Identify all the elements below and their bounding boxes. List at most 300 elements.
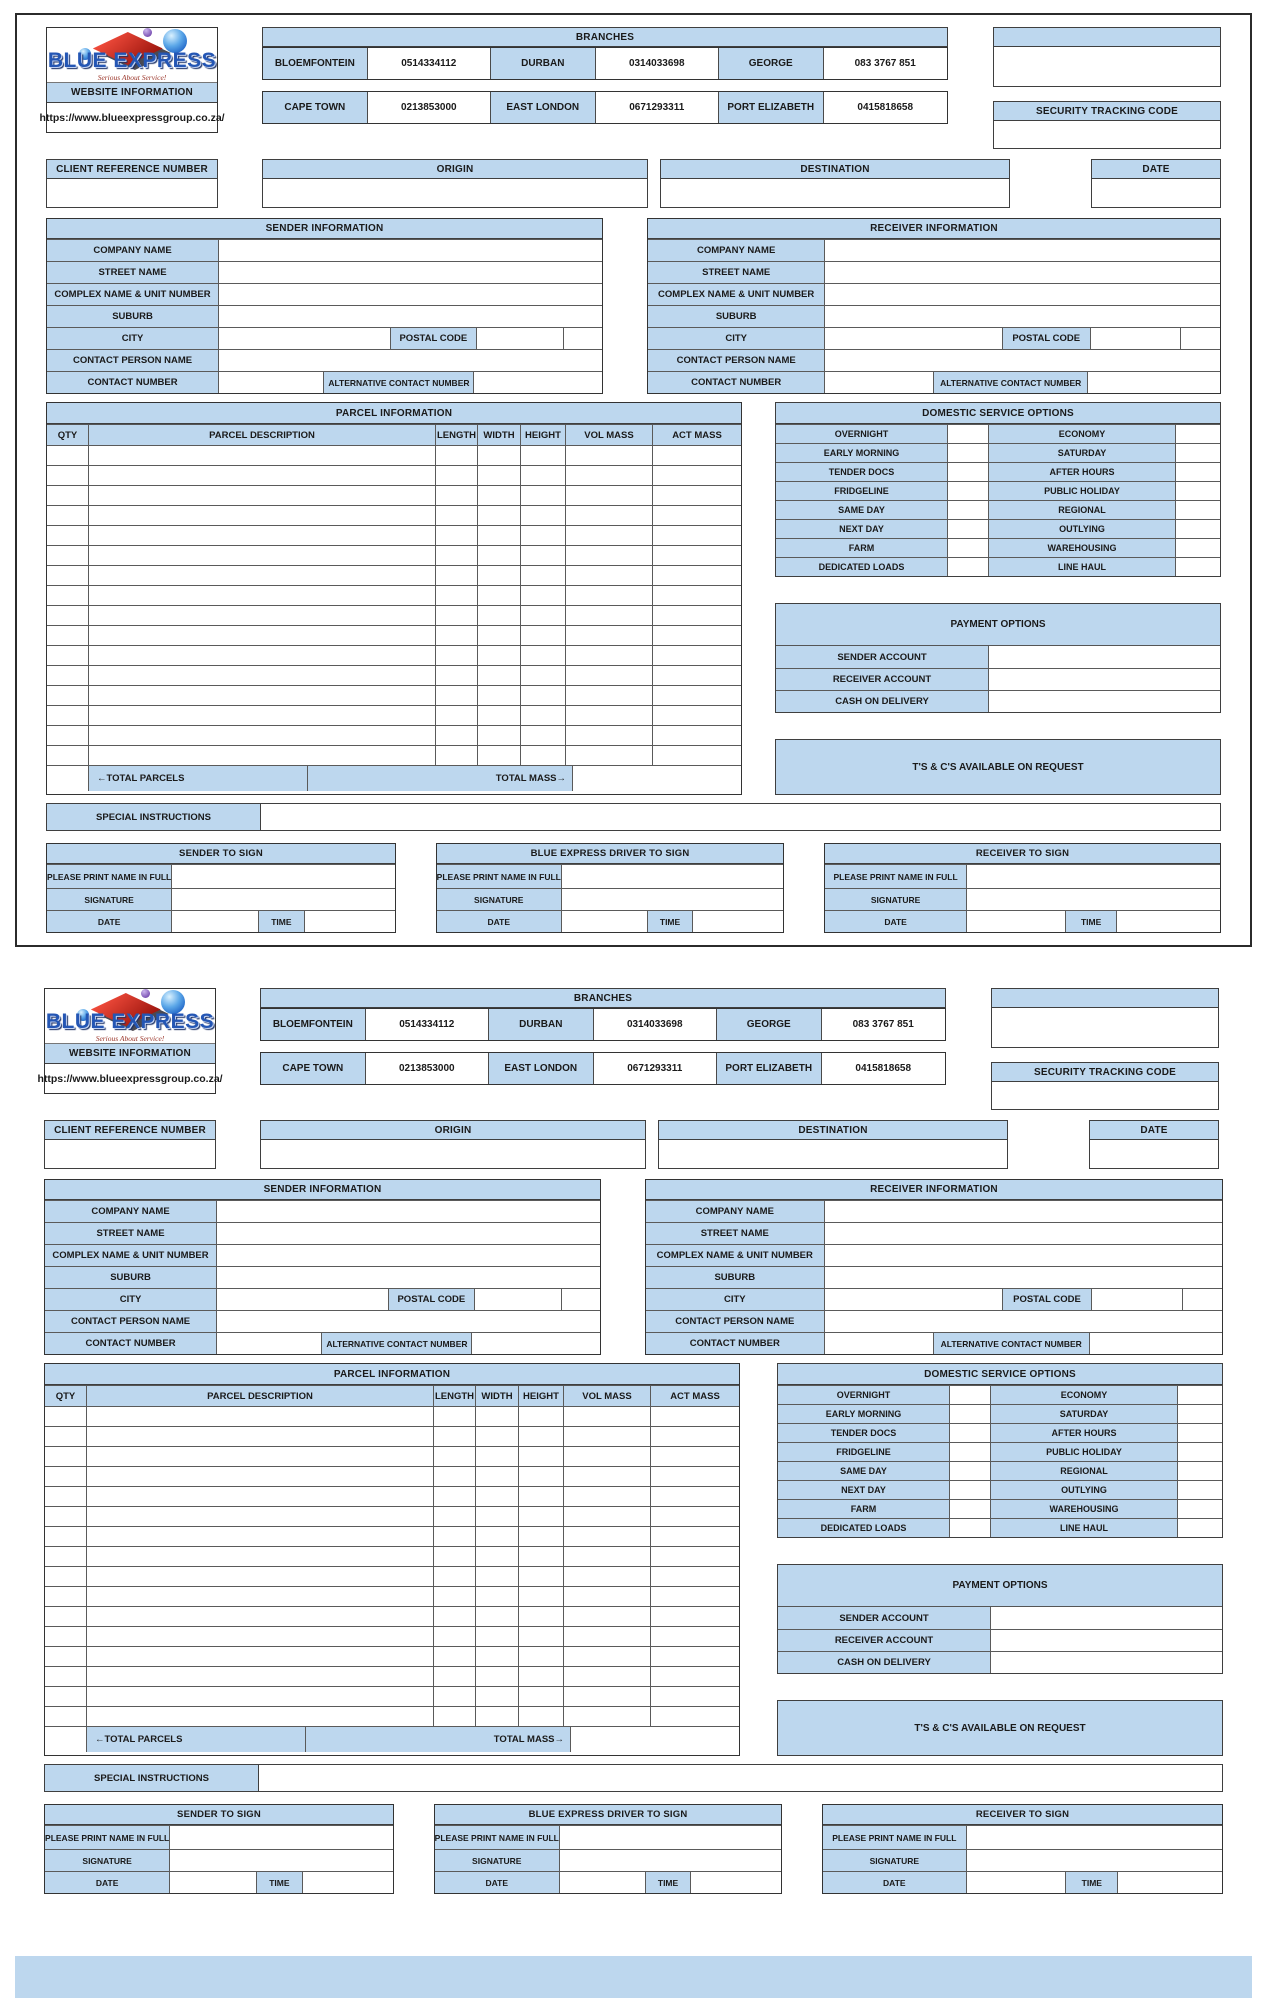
contact-person-input[interactable] bbox=[825, 350, 1220, 371]
parcel-cell[interactable] bbox=[87, 1587, 434, 1606]
total-qty-cell[interactable] bbox=[45, 1727, 87, 1752]
parcel-cell[interactable] bbox=[434, 1447, 476, 1466]
parcel-cell[interactable] bbox=[653, 726, 741, 745]
parcel-cell[interactable] bbox=[653, 566, 741, 585]
parcel-cell[interactable] bbox=[87, 1467, 434, 1486]
parcel-cell[interactable] bbox=[476, 1527, 519, 1546]
service-checkbox[interactable] bbox=[950, 1481, 991, 1499]
parcel-cell[interactable] bbox=[87, 1447, 434, 1466]
postal-end-cell[interactable] bbox=[1181, 328, 1220, 349]
parcel-cell[interactable] bbox=[653, 446, 741, 465]
signature-input[interactable] bbox=[967, 1850, 1222, 1871]
parcel-cell[interactable] bbox=[521, 446, 566, 465]
postal-end-cell[interactable] bbox=[564, 328, 602, 349]
parcel-cell[interactable] bbox=[436, 706, 478, 725]
parcel-cell[interactable] bbox=[434, 1587, 476, 1606]
parcel-cell[interactable] bbox=[478, 546, 521, 565]
parcel-cell[interactable] bbox=[87, 1567, 434, 1586]
parcel-cell[interactable] bbox=[87, 1687, 434, 1706]
service-checkbox[interactable] bbox=[1176, 501, 1220, 519]
service-checkbox[interactable] bbox=[948, 463, 989, 481]
service-checkbox[interactable] bbox=[1178, 1424, 1222, 1442]
parcel-cell[interactable] bbox=[521, 566, 566, 585]
parcel-cell[interactable] bbox=[478, 746, 521, 765]
parcel-cell[interactable] bbox=[566, 486, 653, 505]
contact-person-input[interactable] bbox=[825, 1311, 1222, 1332]
parcel-cell[interactable] bbox=[89, 726, 436, 745]
print-name-input[interactable] bbox=[172, 865, 395, 888]
parcel-cell[interactable] bbox=[564, 1687, 651, 1706]
signature-input[interactable] bbox=[560, 1850, 781, 1871]
parcel-cell[interactable] bbox=[521, 666, 566, 685]
suburb-input[interactable] bbox=[825, 306, 1220, 327]
parcel-cell[interactable] bbox=[519, 1667, 564, 1686]
service-checkbox[interactable] bbox=[1176, 520, 1220, 538]
parcel-cell[interactable] bbox=[47, 706, 89, 725]
parcel-cell[interactable] bbox=[47, 446, 89, 465]
parcel-cell[interactable] bbox=[564, 1647, 651, 1666]
parcel-cell[interactable] bbox=[476, 1567, 519, 1586]
print-name-input[interactable] bbox=[562, 865, 783, 888]
contact-number-input[interactable] bbox=[825, 372, 934, 393]
parcel-cell[interactable] bbox=[478, 626, 521, 645]
parcel-cell[interactable] bbox=[566, 686, 653, 705]
parcel-cell[interactable] bbox=[566, 546, 653, 565]
parcel-cell[interactable] bbox=[478, 526, 521, 545]
service-checkbox[interactable] bbox=[948, 558, 989, 576]
parcel-cell[interactable] bbox=[89, 506, 436, 525]
signature-input[interactable] bbox=[967, 889, 1220, 910]
complex-unit-number-input[interactable] bbox=[825, 284, 1220, 305]
parcel-cell[interactable] bbox=[436, 466, 478, 485]
time-input[interactable] bbox=[303, 1872, 394, 1893]
parcel-cell[interactable] bbox=[45, 1687, 87, 1706]
alternative-contact-input[interactable] bbox=[1088, 372, 1220, 393]
parcel-cell[interactable] bbox=[436, 726, 478, 745]
parcel-cell[interactable] bbox=[476, 1427, 519, 1446]
parcel-cell[interactable] bbox=[436, 646, 478, 665]
service-checkbox[interactable] bbox=[1176, 539, 1220, 557]
website-url[interactable]: https://www.blueexpressgroup.co.za/ bbox=[47, 103, 217, 132]
parcel-cell[interactable] bbox=[478, 706, 521, 725]
parcel-cell[interactable] bbox=[521, 486, 566, 505]
complex-unit-number-input[interactable] bbox=[825, 1245, 1222, 1266]
payment-option-input[interactable] bbox=[991, 1652, 1222, 1673]
parcel-cell[interactable] bbox=[519, 1447, 564, 1466]
service-checkbox[interactable] bbox=[1178, 1405, 1222, 1423]
service-checkbox[interactable] bbox=[948, 482, 989, 500]
parcel-cell[interactable] bbox=[87, 1527, 434, 1546]
parcel-cell[interactable] bbox=[519, 1507, 564, 1526]
parcel-cell[interactable] bbox=[564, 1407, 651, 1426]
parcel-cell[interactable] bbox=[434, 1427, 476, 1446]
signature-input[interactable] bbox=[170, 1850, 393, 1871]
security-tracking-code-input[interactable] bbox=[993, 121, 1221, 149]
suburb-input[interactable] bbox=[217, 1267, 600, 1288]
parcel-cell[interactable] bbox=[89, 546, 436, 565]
parcel-cell[interactable] bbox=[45, 1467, 87, 1486]
parcel-cell[interactable] bbox=[651, 1407, 739, 1426]
parcel-cell[interactable] bbox=[521, 586, 566, 605]
parcel-cell[interactable] bbox=[519, 1687, 564, 1706]
parcel-cell[interactable] bbox=[653, 546, 741, 565]
total-mass-input[interactable] bbox=[571, 1727, 739, 1752]
parcel-cell[interactable] bbox=[45, 1487, 87, 1506]
signature-input[interactable] bbox=[172, 889, 395, 910]
parcel-cell[interactable] bbox=[434, 1507, 476, 1526]
parcel-cell[interactable] bbox=[47, 466, 89, 485]
signature-input[interactable] bbox=[562, 889, 783, 910]
parcel-cell[interactable] bbox=[434, 1547, 476, 1566]
print-name-input[interactable] bbox=[170, 1826, 393, 1849]
parcel-cell[interactable] bbox=[653, 706, 741, 725]
company-name-input[interactable] bbox=[825, 1201, 1222, 1222]
parcel-cell[interactable] bbox=[47, 486, 89, 505]
parcel-cell[interactable] bbox=[478, 726, 521, 745]
parcel-cell[interactable] bbox=[476, 1507, 519, 1526]
parcel-cell[interactable] bbox=[521, 526, 566, 545]
parcel-cell[interactable] bbox=[564, 1667, 651, 1686]
parcel-cell[interactable] bbox=[566, 506, 653, 525]
client-reference-input[interactable] bbox=[46, 179, 218, 208]
parcel-cell[interactable] bbox=[519, 1487, 564, 1506]
parcel-cell[interactable] bbox=[436, 586, 478, 605]
city-input[interactable] bbox=[825, 1289, 1004, 1310]
parcel-cell[interactable] bbox=[476, 1587, 519, 1606]
security-tracking-code-input[interactable] bbox=[991, 1082, 1219, 1110]
service-checkbox[interactable] bbox=[1178, 1386, 1222, 1404]
parcel-cell[interactable] bbox=[436, 546, 478, 565]
parcel-cell[interactable] bbox=[653, 606, 741, 625]
parcel-cell[interactable] bbox=[434, 1467, 476, 1486]
parcel-cell[interactable] bbox=[89, 566, 436, 585]
service-checkbox[interactable] bbox=[950, 1462, 991, 1480]
total-qty-cell[interactable] bbox=[47, 766, 89, 791]
time-input[interactable] bbox=[1117, 911, 1220, 932]
street-name-input[interactable] bbox=[825, 1223, 1222, 1244]
parcel-cell[interactable] bbox=[478, 566, 521, 585]
origin-input[interactable] bbox=[262, 179, 648, 208]
parcel-cell[interactable] bbox=[651, 1507, 739, 1526]
parcel-cell[interactable] bbox=[521, 686, 566, 705]
parcel-cell[interactable] bbox=[521, 626, 566, 645]
parcel-cell[interactable] bbox=[476, 1447, 519, 1466]
time-input[interactable] bbox=[305, 911, 396, 932]
parcel-cell[interactable] bbox=[653, 746, 741, 765]
parcel-cell[interactable] bbox=[89, 626, 436, 645]
alternative-contact-input[interactable] bbox=[1090, 1333, 1223, 1354]
parcel-cell[interactable] bbox=[47, 726, 89, 745]
parcel-cell[interactable] bbox=[47, 566, 89, 585]
parcel-cell[interactable] bbox=[436, 506, 478, 525]
parcel-cell[interactable] bbox=[434, 1487, 476, 1506]
destination-input[interactable] bbox=[658, 1140, 1008, 1169]
parcel-cell[interactable] bbox=[434, 1687, 476, 1706]
time-input[interactable] bbox=[691, 1872, 781, 1893]
parcel-cell[interactable] bbox=[566, 446, 653, 465]
parcel-cell[interactable] bbox=[566, 466, 653, 485]
parcel-cell[interactable] bbox=[566, 706, 653, 725]
postal-code-input[interactable] bbox=[1091, 328, 1181, 349]
date-input[interactable] bbox=[967, 911, 1066, 932]
parcel-cell[interactable] bbox=[45, 1627, 87, 1646]
parcel-cell[interactable] bbox=[564, 1707, 651, 1726]
parcel-cell[interactable] bbox=[519, 1467, 564, 1486]
parcel-cell[interactable] bbox=[436, 486, 478, 505]
street-name-input[interactable] bbox=[825, 262, 1220, 283]
parcel-cell[interactable] bbox=[47, 586, 89, 605]
parcel-cell[interactable] bbox=[434, 1527, 476, 1546]
parcel-cell[interactable] bbox=[478, 506, 521, 525]
parcel-cell[interactable] bbox=[87, 1607, 434, 1626]
street-name-input[interactable] bbox=[217, 1223, 600, 1244]
parcel-cell[interactable] bbox=[651, 1687, 739, 1706]
payment-option-input[interactable] bbox=[989, 669, 1220, 690]
date-input[interactable] bbox=[1089, 1140, 1219, 1169]
city-input[interactable] bbox=[217, 1289, 389, 1310]
parcel-cell[interactable] bbox=[47, 666, 89, 685]
date-input[interactable] bbox=[560, 1872, 647, 1893]
parcel-cell[interactable] bbox=[436, 746, 478, 765]
parcel-cell[interactable] bbox=[476, 1467, 519, 1486]
parcel-cell[interactable] bbox=[521, 646, 566, 665]
special-instructions-input[interactable] bbox=[259, 1764, 1223, 1792]
parcel-cell[interactable] bbox=[564, 1487, 651, 1506]
parcel-cell[interactable] bbox=[87, 1427, 434, 1446]
parcel-cell[interactable] bbox=[564, 1467, 651, 1486]
payment-option-input[interactable] bbox=[989, 691, 1220, 712]
parcel-cell[interactable] bbox=[47, 546, 89, 565]
parcel-cell[interactable] bbox=[566, 526, 653, 545]
parcel-cell[interactable] bbox=[89, 706, 436, 725]
parcel-cell[interactable] bbox=[653, 466, 741, 485]
parcel-cell[interactable] bbox=[434, 1647, 476, 1666]
parcel-cell[interactable] bbox=[434, 1707, 476, 1726]
parcel-cell[interactable] bbox=[89, 646, 436, 665]
parcel-cell[interactable] bbox=[478, 686, 521, 705]
payment-option-input[interactable] bbox=[991, 1630, 1222, 1651]
service-checkbox[interactable] bbox=[1178, 1519, 1222, 1537]
parcel-cell[interactable] bbox=[566, 726, 653, 745]
parcel-cell[interactable] bbox=[87, 1627, 434, 1646]
parcel-cell[interactable] bbox=[519, 1527, 564, 1546]
parcel-cell[interactable] bbox=[436, 526, 478, 545]
print-name-input[interactable] bbox=[967, 865, 1220, 888]
parcel-cell[interactable] bbox=[653, 506, 741, 525]
date-input[interactable] bbox=[562, 911, 649, 932]
parcel-cell[interactable] bbox=[521, 706, 566, 725]
parcel-cell[interactable] bbox=[47, 526, 89, 545]
service-checkbox[interactable] bbox=[948, 501, 989, 519]
contact-number-input[interactable] bbox=[825, 1333, 934, 1354]
parcel-cell[interactable] bbox=[45, 1507, 87, 1526]
special-instructions-input[interactable] bbox=[261, 803, 1221, 831]
service-checkbox[interactable] bbox=[1178, 1462, 1222, 1480]
alternative-contact-input[interactable] bbox=[472, 1333, 600, 1354]
parcel-cell[interactable] bbox=[478, 466, 521, 485]
client-reference-input[interactable] bbox=[44, 1140, 216, 1169]
parcel-cell[interactable] bbox=[521, 606, 566, 625]
parcel-cell[interactable] bbox=[89, 586, 436, 605]
parcel-cell[interactable] bbox=[47, 626, 89, 645]
service-checkbox[interactable] bbox=[1178, 1500, 1222, 1518]
contact-number-input[interactable] bbox=[217, 1333, 322, 1354]
parcel-cell[interactable] bbox=[521, 506, 566, 525]
parcel-cell[interactable] bbox=[651, 1567, 739, 1586]
date-input[interactable] bbox=[967, 1872, 1067, 1893]
parcel-cell[interactable] bbox=[436, 566, 478, 585]
parcel-cell[interactable] bbox=[566, 626, 653, 645]
parcel-cell[interactable] bbox=[653, 686, 741, 705]
service-checkbox[interactable] bbox=[950, 1500, 991, 1518]
parcel-cell[interactable] bbox=[651, 1607, 739, 1626]
service-checkbox[interactable] bbox=[1176, 444, 1220, 462]
parcel-cell[interactable] bbox=[478, 446, 521, 465]
parcel-cell[interactable] bbox=[478, 666, 521, 685]
parcel-cell[interactable] bbox=[478, 646, 521, 665]
parcel-cell[interactable] bbox=[47, 646, 89, 665]
street-name-input[interactable] bbox=[219, 262, 602, 283]
parcel-cell[interactable] bbox=[436, 666, 478, 685]
parcel-cell[interactable] bbox=[651, 1547, 739, 1566]
parcel-cell[interactable] bbox=[651, 1427, 739, 1446]
parcel-cell[interactable] bbox=[47, 746, 89, 765]
parcel-cell[interactable] bbox=[476, 1647, 519, 1666]
parcel-cell[interactable] bbox=[566, 746, 653, 765]
postal-code-input[interactable] bbox=[1092, 1289, 1183, 1310]
service-checkbox[interactable] bbox=[950, 1405, 991, 1423]
parcel-cell[interactable] bbox=[651, 1487, 739, 1506]
parcel-cell[interactable] bbox=[45, 1527, 87, 1546]
parcel-cell[interactable] bbox=[519, 1407, 564, 1426]
parcel-cell[interactable] bbox=[45, 1587, 87, 1606]
print-name-input[interactable] bbox=[560, 1826, 781, 1849]
parcel-cell[interactable] bbox=[434, 1607, 476, 1626]
parcel-cell[interactable] bbox=[519, 1587, 564, 1606]
parcel-cell[interactable] bbox=[45, 1647, 87, 1666]
parcel-cell[interactable] bbox=[89, 466, 436, 485]
parcel-cell[interactable] bbox=[651, 1667, 739, 1686]
parcel-cell[interactable] bbox=[653, 646, 741, 665]
parcel-cell[interactable] bbox=[651, 1587, 739, 1606]
parcel-cell[interactable] bbox=[651, 1447, 739, 1466]
parcel-cell[interactable] bbox=[476, 1627, 519, 1646]
parcel-cell[interactable] bbox=[45, 1607, 87, 1626]
parcel-cell[interactable] bbox=[87, 1707, 434, 1726]
parcel-cell[interactable] bbox=[45, 1567, 87, 1586]
parcel-cell[interactable] bbox=[45, 1667, 87, 1686]
complex-unit-number-input[interactable] bbox=[219, 284, 602, 305]
parcel-cell[interactable] bbox=[434, 1627, 476, 1646]
parcel-cell[interactable] bbox=[45, 1547, 87, 1566]
parcel-cell[interactable] bbox=[476, 1407, 519, 1426]
time-input[interactable] bbox=[1118, 1872, 1222, 1893]
parcel-cell[interactable] bbox=[436, 686, 478, 705]
origin-input[interactable] bbox=[260, 1140, 646, 1169]
parcel-cell[interactable] bbox=[45, 1407, 87, 1426]
destination-input[interactable] bbox=[660, 179, 1010, 208]
parcel-cell[interactable] bbox=[89, 446, 436, 465]
payment-option-input[interactable] bbox=[991, 1607, 1222, 1629]
parcel-cell[interactable] bbox=[566, 586, 653, 605]
parcel-cell[interactable] bbox=[653, 526, 741, 545]
parcel-cell[interactable] bbox=[87, 1667, 434, 1686]
service-checkbox[interactable] bbox=[1176, 558, 1220, 576]
parcel-cell[interactable] bbox=[521, 726, 566, 745]
parcel-cell[interactable] bbox=[87, 1507, 434, 1526]
parcel-cell[interactable] bbox=[47, 506, 89, 525]
service-checkbox[interactable] bbox=[1178, 1443, 1222, 1461]
parcel-cell[interactable] bbox=[564, 1547, 651, 1566]
city-input[interactable] bbox=[825, 328, 1002, 349]
parcel-cell[interactable] bbox=[476, 1707, 519, 1726]
parcel-cell[interactable] bbox=[564, 1607, 651, 1626]
parcel-cell[interactable] bbox=[436, 446, 478, 465]
parcel-cell[interactable] bbox=[521, 466, 566, 485]
parcel-cell[interactable] bbox=[651, 1627, 739, 1646]
parcel-cell[interactable] bbox=[564, 1507, 651, 1526]
parcel-cell[interactable] bbox=[519, 1707, 564, 1726]
parcel-cell[interactable] bbox=[519, 1427, 564, 1446]
parcel-cell[interactable] bbox=[476, 1687, 519, 1706]
parcel-cell[interactable] bbox=[519, 1627, 564, 1646]
parcel-cell[interactable] bbox=[653, 666, 741, 685]
parcel-cell[interactable] bbox=[651, 1647, 739, 1666]
parcel-cell[interactable] bbox=[653, 486, 741, 505]
parcel-cell[interactable] bbox=[476, 1667, 519, 1686]
parcel-cell[interactable] bbox=[87, 1647, 434, 1666]
service-checkbox[interactable] bbox=[1176, 463, 1220, 481]
parcel-cell[interactable] bbox=[519, 1607, 564, 1626]
postal-end-cell[interactable] bbox=[562, 1289, 600, 1310]
parcel-cell[interactable] bbox=[47, 686, 89, 705]
complex-unit-number-input[interactable] bbox=[217, 1245, 600, 1266]
parcel-cell[interactable] bbox=[564, 1527, 651, 1546]
parcel-cell[interactable] bbox=[89, 686, 436, 705]
service-checkbox[interactable] bbox=[948, 520, 989, 538]
company-name-input[interactable] bbox=[825, 240, 1220, 261]
alternative-contact-input[interactable] bbox=[474, 372, 602, 393]
company-name-input[interactable] bbox=[217, 1201, 600, 1222]
parcel-cell[interactable] bbox=[564, 1447, 651, 1466]
parcel-cell[interactable] bbox=[651, 1527, 739, 1546]
parcel-cell[interactable] bbox=[434, 1567, 476, 1586]
total-mass-input[interactable] bbox=[573, 766, 741, 791]
parcel-cell[interactable] bbox=[87, 1487, 434, 1506]
parcel-cell[interactable] bbox=[434, 1407, 476, 1426]
parcel-cell[interactable] bbox=[45, 1427, 87, 1446]
suburb-input[interactable] bbox=[219, 306, 602, 327]
parcel-cell[interactable] bbox=[436, 626, 478, 645]
parcel-cell[interactable] bbox=[564, 1627, 651, 1646]
service-checkbox[interactable] bbox=[948, 425, 989, 443]
service-checkbox[interactable] bbox=[950, 1519, 991, 1537]
parcel-cell[interactable] bbox=[89, 606, 436, 625]
parcel-cell[interactable] bbox=[521, 546, 566, 565]
parcel-cell[interactable] bbox=[45, 1447, 87, 1466]
parcel-cell[interactable] bbox=[519, 1547, 564, 1566]
parcel-cell[interactable] bbox=[89, 666, 436, 685]
service-checkbox[interactable] bbox=[950, 1424, 991, 1442]
parcel-cell[interactable] bbox=[519, 1647, 564, 1666]
parcel-cell[interactable] bbox=[651, 1467, 739, 1486]
parcel-cell[interactable] bbox=[564, 1427, 651, 1446]
date-input[interactable] bbox=[170, 1872, 257, 1893]
parcel-cell[interactable] bbox=[436, 606, 478, 625]
contact-number-input[interactable] bbox=[219, 372, 324, 393]
service-checkbox[interactable] bbox=[950, 1386, 991, 1404]
parcel-cell[interactable] bbox=[434, 1667, 476, 1686]
